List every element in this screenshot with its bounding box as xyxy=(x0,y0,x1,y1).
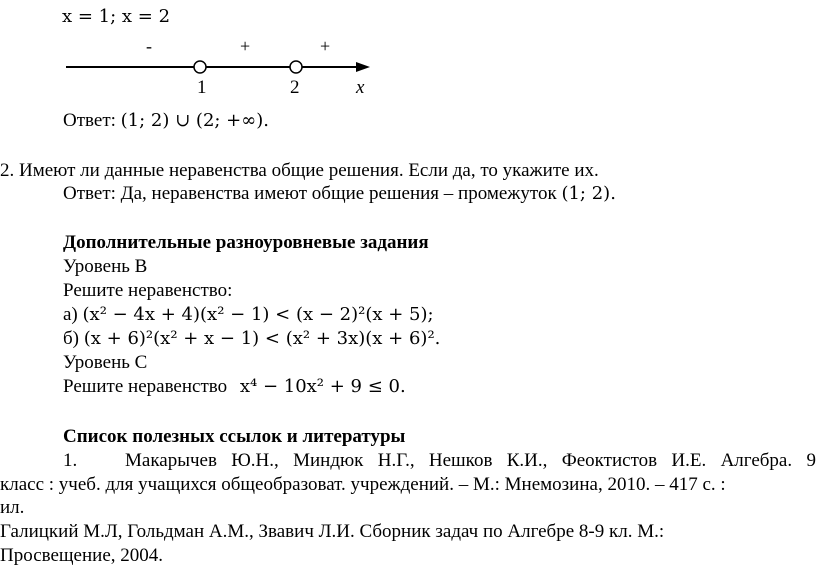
tick-label-1: 1 xyxy=(197,77,207,98)
open-point-1 xyxy=(194,61,206,73)
answer-2-interval: (1; 2). xyxy=(561,183,616,204)
ref1-word: И.Е. xyxy=(671,450,707,471)
task-item-a-expression: (x² − 4x + 4)(x² − 1) < (x − 2)²(x + 5); xyxy=(82,304,434,325)
sign-interval-1: - xyxy=(146,36,152,56)
reference-1-line-1 xyxy=(63,450,816,472)
number-line-diagram xyxy=(0,0,816,110)
reference-1-line-3: ил. xyxy=(0,497,25,518)
reference-2-line-1: Галицкий М.Л, Гольдман А.М., Звавич Л.И. Сборник задач по Алгебре 8-9 кл. М.: xyxy=(0,521,665,542)
answer-1-label: Ответ: xyxy=(63,110,116,131)
ref1-word: Феоктистов xyxy=(561,450,658,471)
solve-prompt-c: Решите неравенство xyxy=(63,376,228,397)
task-item-b-expression: (x + 6)²(x² + x − 1) < (x² + 3x)(x + 6)². xyxy=(83,328,441,349)
answer-2-text: Да, неравенства имеют общие решения – промежуток xyxy=(120,183,557,204)
ref1-word: Нешков xyxy=(428,450,493,471)
reference-1-number: 1. xyxy=(63,450,78,471)
task-item-b-label: б) xyxy=(63,328,79,349)
ref1-word: К.И., xyxy=(506,450,548,471)
level-b-label: Уровень В xyxy=(63,256,148,277)
equation-roots: x = 1; x = 2 xyxy=(62,6,171,27)
task-item-c-expression: x⁴ − 10x² + 9 ≤ 0. xyxy=(239,376,406,397)
axis-arrow-icon xyxy=(356,62,370,72)
answer-2 xyxy=(63,183,616,205)
ref1-word: Н.Г., xyxy=(377,450,415,471)
ref1-word: Макарычев xyxy=(125,450,217,471)
extra-tasks-heading: Дополнительные разноуровневые задания xyxy=(63,232,429,253)
sign-interval-3: + xyxy=(320,36,331,56)
reference-1-line-2: класс : учеб. для учащихся общеобразоват. учреждений. – М.: Мнемозина, 2010. – 417 с. : xyxy=(0,474,726,495)
references-heading: Список полезных ссылок и литературы xyxy=(63,426,406,447)
ref1-word: Ю.Н., xyxy=(231,450,279,471)
tick-label-2: 2 xyxy=(290,77,300,98)
reference-2-line-2: Просвещение, 2004. xyxy=(0,545,164,566)
axis-label: x xyxy=(356,77,365,98)
task-item-a xyxy=(63,304,434,326)
task-item-a-label: а) xyxy=(63,304,78,325)
open-point-2 xyxy=(290,61,302,73)
task-item-b xyxy=(63,328,440,350)
level-c-label: Уровень С xyxy=(63,352,148,373)
task-item-c xyxy=(63,376,406,398)
ref1-word: 9 xyxy=(806,450,816,471)
answer-2-label: Ответ: xyxy=(63,183,116,204)
ref1-word: Миндюк xyxy=(293,450,364,471)
answer-1 xyxy=(63,110,269,132)
reference-1-title xyxy=(125,450,816,472)
answer-1-value: (1; 2) ∪ (2; +∞). xyxy=(120,110,269,131)
ref1-word: Алгебра. xyxy=(720,450,793,471)
question-2: 2. Имеют ли данные неравенства общие решения. Если да, то укажите их. xyxy=(0,160,599,181)
solve-prompt-b: Решите неравенство: xyxy=(63,280,233,301)
sign-interval-2: + xyxy=(240,36,251,56)
